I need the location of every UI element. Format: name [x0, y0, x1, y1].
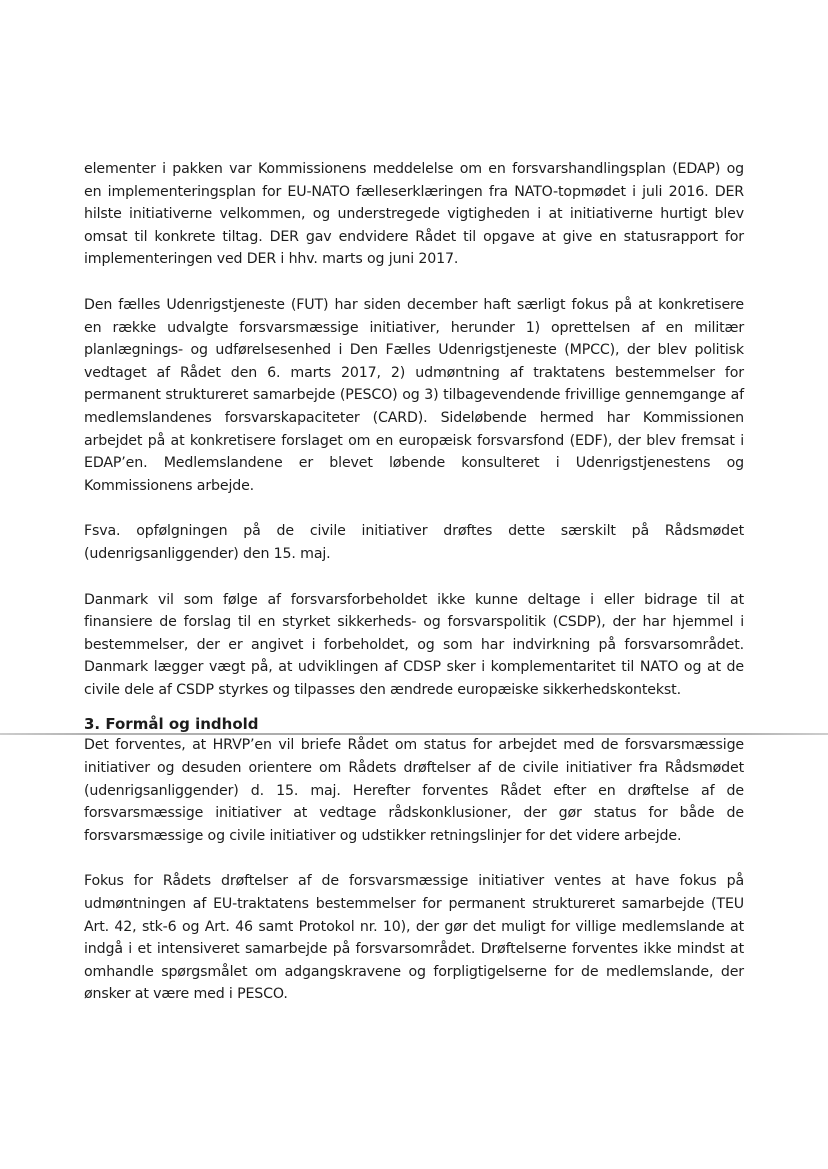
paragraph-purpose: Det forventes, at HRVP’en vil briefe Rådet om status for arbejdet med de forsvarsmæssige initiativer og desuden orientere om Rådets drøftelser af de civile initiativer fra Rådsmødet (udenrigsanliggender) d. 15. maj. Herefter forventes Rådet efter en drøftelse af de forsvarsmæssige initiativer at vedtage rådskonklusioner, der gør status for både de forsvarsmæssige og civile initiativer og udstikker retningslinjer for det videre arbejde.	[84, 737, 744, 844]
document-body	[84, 158, 744, 1029]
paragraph-civil-initiatives: Fsva. opfølgningen på de civile initiativer drøftes dette særskilt på Rådsmødet (udenrigsanliggender) den 15. maj.	[84, 523, 744, 562]
paragraph-pesco-focus: Fokus for Rådets drøftelser af de forsvarsmæssige initiativer ventes at have fokus på udmøntningen af EU-traktatens bestemmelser for permanent struktureret samarbejde (TEU Art. 42, stk-6 og Art. 46 samt Protokol nr. 10), der gør det muligt for villige medlemslande at indgå i et intensiveret samarbejde på forsvarsområdet. Drøftelserne forventes ikke mindst at omhandle spørgsmålet om adgangskravene og forpligtigelserne for de medlemslande, der ønsker at være med i PESCO.	[84, 873, 744, 1003]
paragraph-fut-initiatives: Den fælles Udenrigstjeneste (FUT) har siden december haft særligt fokus på at konkretisere en række udvalgte forsvarsmæssige initiativer, herunder 1) oprettelsen af en militær planlægnings- og udførelsesenhed i Den Fælles Udenrigstjeneste (MPCC), der blev politisk vedtaget af Rådet den 6. marts 2017, 2) udmøntning af traktatens bestemmelser for permanent struktureret samarbejde (PESCO) og 3) tilbagevendende frivillige gennemgange af medlemslandenes forsvarskapaciteter (CARD). Sideløbende hermed har Kommissionen arbejdet på at konkretisere forslaget om en europæisk forsvarsfond (EDF), der blev fremsat i EDAP’en. Medlemslandene er blevet løbende konsulteret i Udenrigstjenestens og Kommissionens arbejde.	[84, 296, 744, 494]
section-heading: 3. Formål og indhold	[84, 715, 259, 734]
paragraph-edap-summary: elementer i pakken var Kommissionens meddelelse om en forsvarshandlingsplan (EDAP) og en implementeringsplan for EU-NATO fælleserklæringen fra NATO-topmødet i juli 2016. DER hilste initiativerne velkommen, og understregede vigtigheden i at initiativerne hurtigt blev omsat til konkrete tiltag. DER gav endvidere Rådet til opgave at give en statusrapport for implementeringen ved DER i hhv. marts og juni 2017.	[84, 161, 744, 268]
paragraph-danish-reservation: Danmark vil som følge af forsvarsforbeholdet ikke kunne deltage i eller bidrage til at finansiere de forslag til en styrket sikkerheds- og forsvarspolitik (CSDP), der har hjemmel i bestemmelser, der er angivet i forbeholdet, og som har indvirkning på forsvarsområdet. Danmark lægger vægt på, at udviklingen af CDSP sker i komplementaritet til NATO og at de civile dele af CSDP styrkes og tilpasses den ændrede europæiske sikkerhedskontekst.	[84, 591, 744, 698]
